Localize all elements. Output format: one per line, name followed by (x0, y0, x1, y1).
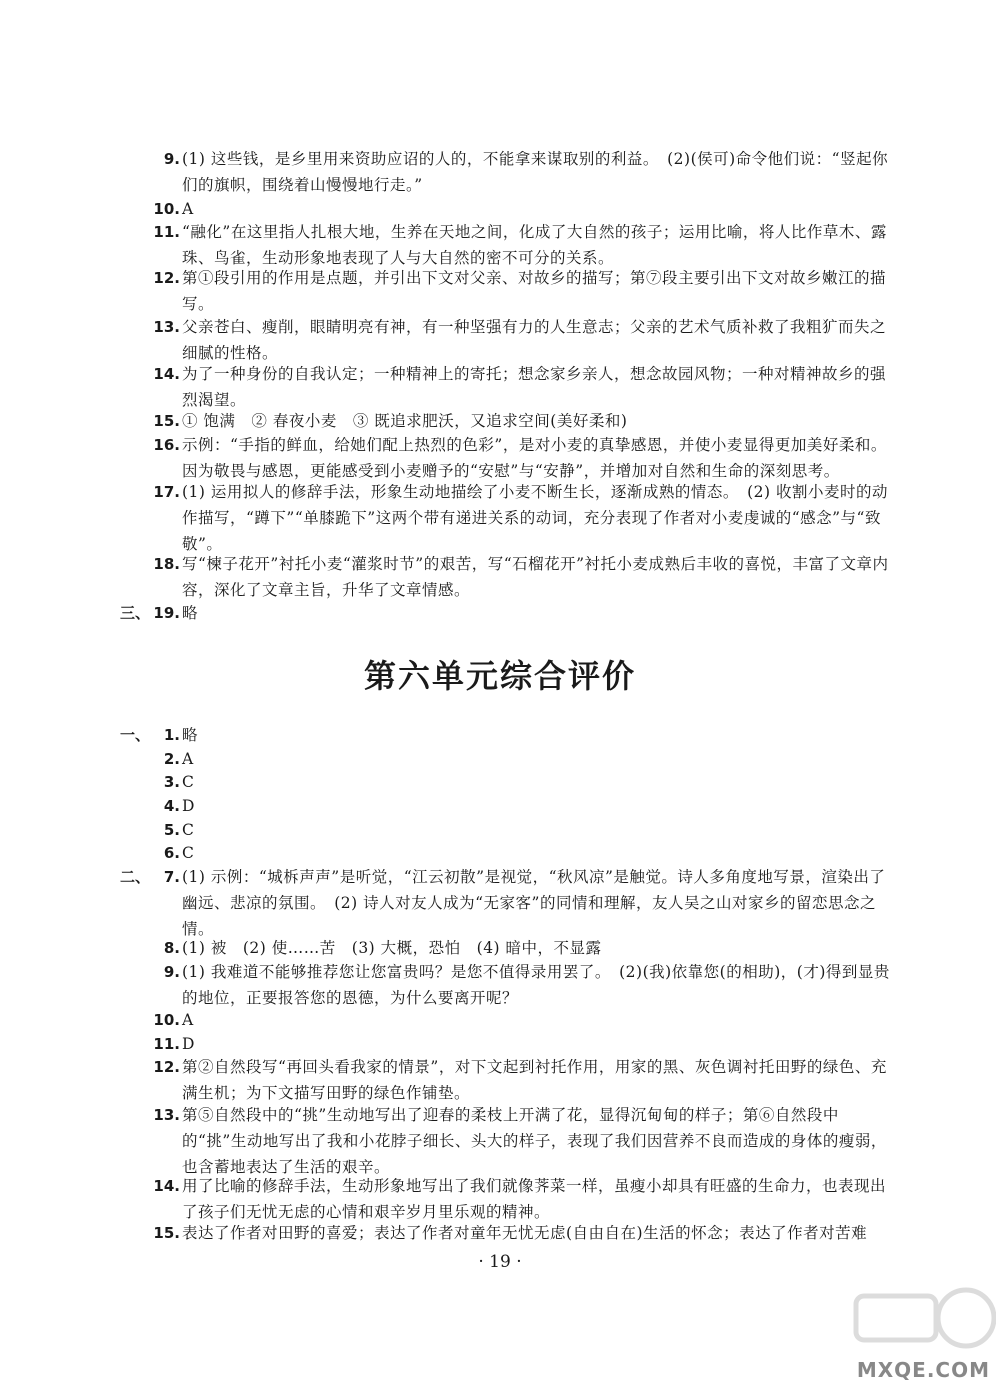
item-text: 表达了作者对田野的喜爱；表达了作者对童年无忧无虑(自由自在)生活的怀念；表达了作者对苦难 (182, 1224, 868, 1242)
page-number: · 19 · (478, 1252, 522, 1272)
item-text: C (182, 773, 195, 791)
item-number: 9. (163, 963, 180, 981)
item-text: (1) 运用拟人的修辞手法，形象生动地描绘了小麦不断生长，逐渐成熟的情态。 (2) 收割小麦时的动作描写，“蹲下”“单膝跪下”这两个带有递进关系的动词，充分表现了作者对小麦虔诚的“感念”与“致敬”。 (182, 483, 889, 553)
item-number: 18. (153, 555, 180, 573)
item-number: 4. (163, 797, 180, 815)
item-number: 11. (153, 1035, 180, 1053)
item-text: 父亲苍白、瘦削，眼睛明亮有神，有一种坚强有力的人生意志；父亲的艺术气质补救了我粗犷而失之细腻的性格。 (182, 318, 887, 362)
item-text: (1) 我难道不能够推荐您让您富贵吗？是您不值得录用罢了。 (2)(我)依靠您(的相助)，(才)得到显贵的地位，正要报答您的恩德，为什么要离开呢？ (182, 963, 890, 1007)
item-text: 示例：“手指的鲜血，给她们配上热烈的色彩”，是对小麦的真挚感恩，并使小麦显得更加美好柔和。因为敬畏与感恩，更能感受到小麦赠予的“安慰”与“安静”，并增加对自然和生命的深刻思考。 (182, 436, 887, 480)
item-number: 15. (153, 1224, 180, 1242)
item-number: 7. (163, 868, 180, 886)
item-text: 第②自然段写“再回头看我家的情景”，对下文起到衬托作用，用家的黑、灰色调衬托田野的绿色、充满生机；为下文描写田野的绿色作铺垫。 (182, 1058, 887, 1102)
item-text: 为了一种身份的自我认定；一种精神上的寄托；想念家乡亲人，想念故园风物；一种对精神故乡的强烈渴望。 (182, 365, 887, 409)
item-number: 14. (153, 1177, 180, 1195)
item-text: “融化”在这里指人扎根大地，生养在天地之间，化成了大自然的孩子；运用比喻，将人比作草木、露珠、鸟雀，生动形象地表现了人与大自然的密不可分的关系。 (182, 223, 887, 267)
item-text: A (182, 750, 194, 768)
item-number: 9. (163, 150, 180, 168)
item-number: 15. (153, 412, 180, 430)
item-number: 12. (153, 269, 180, 287)
item-text: C (182, 821, 195, 839)
item-number: 17. (153, 483, 180, 501)
item-number: 2. (163, 750, 180, 768)
item-text: 写“楝子花开”衬托小麦“灌浆时节”的艰苦，写“石榴花开”衬托小麦成熟后丰收的喜悦，丰富了文章内容，深化了文章主旨，升华了文章情感。 (182, 555, 889, 599)
item-text: (1) 示例：“城柝声声”是听觉，“江云初散”是视觉，“秋风凉”是触觉。诗人多角度地写景，渲染出了幽远、悲凉的氛围。 (2) 诗人对友人成为“无家客”的同情和理解，友人吴之山对家乡的留恋思念之情。 (182, 868, 886, 938)
item-text: D (182, 1035, 195, 1053)
item-text: 用了比喻的修辞手法，生动形象地写出了我们就像荠菜一样，虽瘦小却具有旺盛的生命力，也表现出了孩子们无忧无虑的心情和艰辛岁月里乐观的精神。 (182, 1177, 887, 1221)
item-text: A (182, 200, 194, 218)
item-number: 14. (153, 365, 180, 383)
item-number: 13. (153, 1106, 180, 1124)
item-number: 8. (163, 939, 180, 957)
section-marker: 一、 (120, 726, 151, 744)
item-number: 19. (153, 604, 180, 622)
item-number: 10. (153, 1011, 180, 1029)
item-number: 12. (153, 1058, 180, 1076)
section-title: 第六单元综合评价 (363, 657, 636, 695)
item-text: ① 饱满 ② 春夜小麦 ③ 既追求肥沃，又追求空间(美好柔和) (182, 412, 628, 430)
item-number: 5. (163, 821, 180, 839)
item-number: 1. (163, 726, 180, 744)
item-text: (1) 这些钱，是乡里用来资助应诏的人的，不能拿来谋取别的利益。 (2)(侯可)命令他们说：“竖起你们的旗帜，围绕着山慢慢地行走。” (182, 150, 889, 194)
item-number: 10. (153, 200, 180, 218)
item-text: 第⑤自然段中的“挑”生动地写出了迎春的柔枝上开满了花，显得沉甸甸的样子；第⑥自然段中的“挑”生动地写出了我和小花脖子细长、头大的样子，表现了我们因营养不良而造成的身体的瘦弱，也含蓄地表达了生活的艰辛。 (182, 1106, 887, 1176)
item-text: A (182, 1011, 194, 1029)
item-text: 略 (182, 604, 199, 622)
section-marker: 二、 (120, 868, 151, 886)
item-number: 16. (153, 436, 180, 454)
section-marker: 三、 (120, 604, 151, 622)
item-number: 11. (153, 223, 180, 241)
item-text: (1) 被 (2) 使……苦 (3) 大概，恐怕 (4) 暗中，不显露 (182, 939, 602, 957)
item-text: 第①段引用的作用是点题，并引出下文对父亲、对故乡的描写；第⑦段主要引出下文对故乡嫩江的描写。 (182, 269, 887, 313)
item-number: 3. (163, 773, 180, 791)
item-text: D (182, 797, 195, 815)
item-text: 略 (182, 726, 199, 744)
item-text: C (182, 844, 195, 862)
item-number: 6. (163, 844, 180, 862)
item-number: 13. (153, 318, 180, 336)
watermark-text: MXQE.COM (856, 1358, 990, 1382)
